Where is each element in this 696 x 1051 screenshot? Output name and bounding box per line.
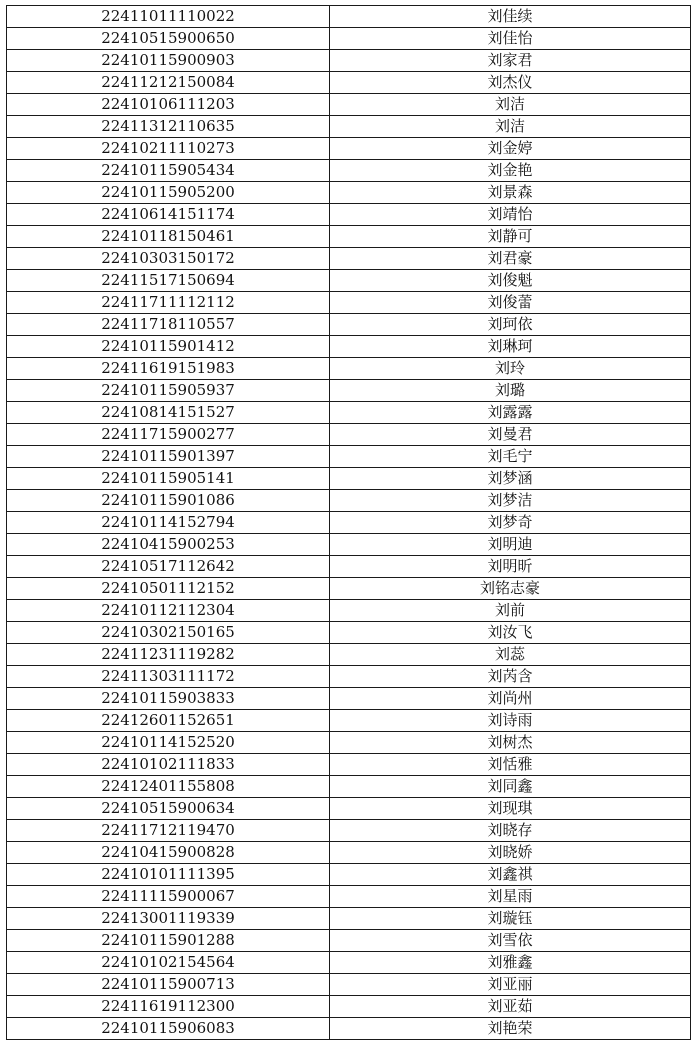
table-row <box>7 534 691 556</box>
exam-id-cell: 22410115905434 <box>7 160 330 182</box>
student-name-cell: 刘亚丽 <box>330 974 691 996</box>
table-row <box>7 996 691 1018</box>
student-name-cell: 刘毛宁 <box>330 446 691 468</box>
table-row <box>7 886 691 908</box>
table-row <box>7 908 691 930</box>
student-name-cell: 刘洁 <box>330 116 691 138</box>
table-row <box>7 424 691 446</box>
exam-id-cell: 22411619112300 <box>7 996 330 1018</box>
student-name-cell: 刘明迪 <box>330 534 691 556</box>
exam-id-cell: 22410115901086 <box>7 490 330 512</box>
table-row <box>7 776 691 798</box>
student-name-cell: 刘俊蕾 <box>330 292 691 314</box>
student-name-cell: 刘亚茹 <box>330 996 691 1018</box>
student-name-cell: 刘君豪 <box>330 248 691 270</box>
exam-id-cell: 22410211110273 <box>7 138 330 160</box>
student-name-cell: 刘晓存 <box>330 820 691 842</box>
table-row <box>7 754 691 776</box>
exam-id-cell: 22410102154564 <box>7 952 330 974</box>
student-name-cell: 刘同鑫 <box>330 776 691 798</box>
table-row <box>7 182 691 204</box>
table-row <box>7 1018 691 1040</box>
table-row <box>7 556 691 578</box>
table-row <box>7 578 691 600</box>
student-name-cell: 刘星雨 <box>330 886 691 908</box>
exam-id-cell: 22410115906083 <box>7 1018 330 1040</box>
exam-id-cell: 22411712119470 <box>7 820 330 842</box>
exam-id-cell: 22410115900713 <box>7 974 330 996</box>
student-name-cell: 刘艳荣 <box>330 1018 691 1040</box>
exam-id-cell: 22410501112152 <box>7 578 330 600</box>
exam-id-cell: 22410515900634 <box>7 798 330 820</box>
exam-id-cell: 22411231119282 <box>7 644 330 666</box>
exam-id-cell: 22411011110022 <box>7 6 330 28</box>
student-name-cell: 刘梦涵 <box>330 468 691 490</box>
exam-id-cell: 22410101111395 <box>7 864 330 886</box>
student-name-cell: 刘梦奇 <box>330 512 691 534</box>
student-name-cell: 刘鑫祺 <box>330 864 691 886</box>
exam-id-cell: 22410118150461 <box>7 226 330 248</box>
exam-id-cell: 22410517112642 <box>7 556 330 578</box>
exam-id-cell: 22411517150694 <box>7 270 330 292</box>
exam-id-cell: 22411619151983 <box>7 358 330 380</box>
student-name-cell: 刘俊魁 <box>330 270 691 292</box>
table-row <box>7 490 691 512</box>
student-name-cell: 刘玲 <box>330 358 691 380</box>
student-name-cell: 刘佳续 <box>330 6 691 28</box>
student-name-cell: 刘恬雅 <box>330 754 691 776</box>
student-name-cell: 刘雅鑫 <box>330 952 691 974</box>
exam-id-cell: 22411715900277 <box>7 424 330 446</box>
table-row <box>7 644 691 666</box>
exam-id-cell: 22410102111833 <box>7 754 330 776</box>
exam-id-cell: 22410115901412 <box>7 336 330 358</box>
table-row <box>7 402 691 424</box>
student-name-cell: 刘景森 <box>330 182 691 204</box>
exam-id-cell: 22410302150165 <box>7 622 330 644</box>
exam-id-cell: 22410115905200 <box>7 182 330 204</box>
table-row <box>7 94 691 116</box>
exam-id-cell: 22411115900067 <box>7 886 330 908</box>
table-row <box>7 666 691 688</box>
student-name-cell: 刘雪依 <box>330 930 691 952</box>
table-row <box>7 270 691 292</box>
student-name-cell: 刘明昕 <box>330 556 691 578</box>
table-row <box>7 952 691 974</box>
exam-id-cell: 22410415900253 <box>7 534 330 556</box>
student-name-cell: 刘洁 <box>330 94 691 116</box>
table-row <box>7 50 691 72</box>
table-row <box>7 6 691 28</box>
table-row <box>7 820 691 842</box>
student-name-cell: 刘杰仪 <box>330 72 691 94</box>
student-name-cell: 刘家君 <box>330 50 691 72</box>
exam-id-cell: 22412601152651 <box>7 710 330 732</box>
table-row <box>7 600 691 622</box>
exam-id-cell: 22413001119339 <box>7 908 330 930</box>
exam-id-cell: 22410303150172 <box>7 248 330 270</box>
exam-id-cell: 22410112112304 <box>7 600 330 622</box>
student-name-cell: 刘珂依 <box>330 314 691 336</box>
table-row <box>7 930 691 952</box>
exam-id-cell: 22410515900650 <box>7 28 330 50</box>
student-name-cell: 刘芮含 <box>330 666 691 688</box>
table-row <box>7 160 691 182</box>
exam-id-cell: 22410115900903 <box>7 50 330 72</box>
student-name-cell: 刘晓娇 <box>330 842 691 864</box>
student-name-cell: 刘佳怡 <box>330 28 691 50</box>
student-name-cell: 刘靖怡 <box>330 204 691 226</box>
student-name-cell: 刘现琪 <box>330 798 691 820</box>
table-row <box>7 710 691 732</box>
table-row <box>7 292 691 314</box>
exam-id-cell: 22410115905141 <box>7 468 330 490</box>
table-row <box>7 864 691 886</box>
exam-id-cell: 22412401155808 <box>7 776 330 798</box>
student-name-cell: 刘汝飞 <box>330 622 691 644</box>
table-row <box>7 974 691 996</box>
table-row <box>7 204 691 226</box>
student-name-cell: 刘露露 <box>330 402 691 424</box>
table-row <box>7 116 691 138</box>
table-row <box>7 226 691 248</box>
table-row <box>7 446 691 468</box>
student-name-cell: 刘前 <box>330 600 691 622</box>
student-name-cell: 刘曼君 <box>330 424 691 446</box>
table-row <box>7 28 691 50</box>
student-name-cell: 刘金婷 <box>330 138 691 160</box>
student-name-cell: 刘璐 <box>330 380 691 402</box>
exam-id-cell: 22411312110635 <box>7 116 330 138</box>
table-row <box>7 72 691 94</box>
table-row <box>7 512 691 534</box>
student-name-cell: 刘树杰 <box>330 732 691 754</box>
table-row <box>7 248 691 270</box>
exam-id-cell: 22411303111172 <box>7 666 330 688</box>
table-row <box>7 622 691 644</box>
student-name-cell: 刘静可 <box>330 226 691 248</box>
student-name-cell: 刘金艳 <box>330 160 691 182</box>
table-row <box>7 468 691 490</box>
student-name-cell: 刘铭志豪 <box>330 578 691 600</box>
table-row <box>7 380 691 402</box>
table-row <box>7 358 691 380</box>
exam-id-cell: 22410115903833 <box>7 688 330 710</box>
exam-id-cell: 22410415900828 <box>7 842 330 864</box>
student-name-cell: 刘璇钰 <box>330 908 691 930</box>
table-row <box>7 732 691 754</box>
table-row <box>7 314 691 336</box>
table-row <box>7 798 691 820</box>
exam-id-cell: 22411718110557 <box>7 314 330 336</box>
exam-id-cell: 22411212150084 <box>7 72 330 94</box>
exam-id-cell: 22411711112112 <box>7 292 330 314</box>
exam-id-cell: 22410115905937 <box>7 380 330 402</box>
table-row <box>7 688 691 710</box>
exam-id-cell: 22410115901288 <box>7 930 330 952</box>
exam-id-cell: 22410614151174 <box>7 204 330 226</box>
student-name-cell: 刘梦洁 <box>330 490 691 512</box>
exam-id-cell: 22410106111203 <box>7 94 330 116</box>
table-row <box>7 336 691 358</box>
exam-id-cell: 22410115901397 <box>7 446 330 468</box>
student-roster-table <box>6 5 691 1040</box>
table-row <box>7 138 691 160</box>
student-name-cell: 刘琳珂 <box>330 336 691 358</box>
student-name-cell: 刘蕊 <box>330 644 691 666</box>
student-name-cell: 刘尚州 <box>330 688 691 710</box>
exam-id-cell: 22410814151527 <box>7 402 330 424</box>
table-row <box>7 842 691 864</box>
exam-id-cell: 22410114152520 <box>7 732 330 754</box>
roster-body <box>7 6 691 1040</box>
exam-id-cell: 22410114152794 <box>7 512 330 534</box>
student-name-cell: 刘诗雨 <box>330 710 691 732</box>
